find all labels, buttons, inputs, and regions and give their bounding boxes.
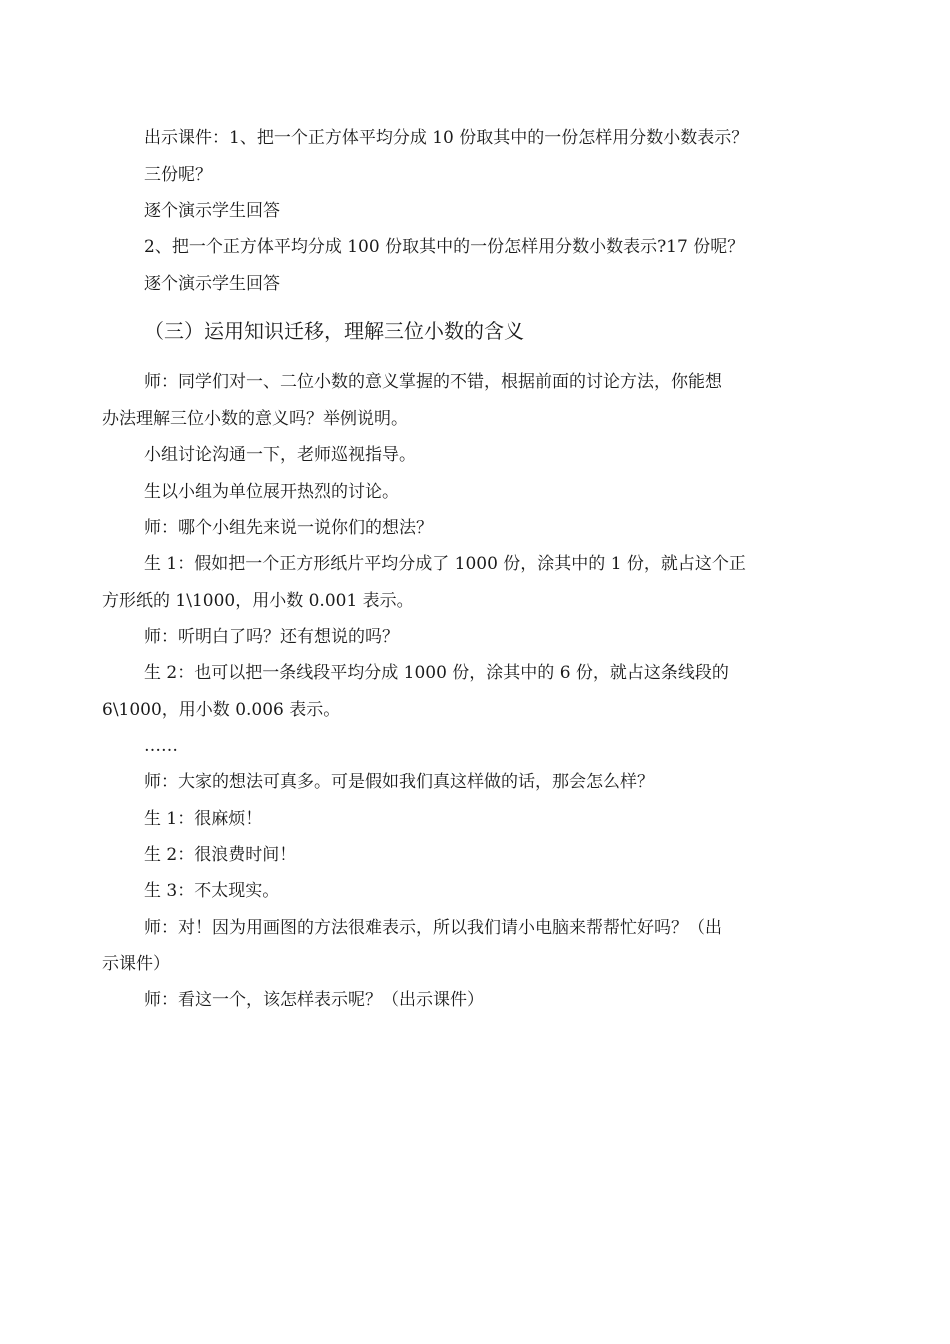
text-line: 示课件） <box>102 954 170 974</box>
text-line: 生以小组为单位展开热烈的讨论。 <box>144 482 399 502</box>
text-line: 2、把一个正方体平均分成 100 份取其中的一份怎样用分数小数表示?17 份呢？ <box>144 237 745 257</box>
text-line: 办法理解三位小数的意义吗？举例说明。 <box>102 409 408 429</box>
text-line: 生 3：不太现实。 <box>144 881 280 901</box>
text-line: 生 1：很麻烦！ <box>144 809 263 829</box>
text-line: 逐个演示学生回答 <box>144 274 280 294</box>
text-line: 师：看这一个，该怎样表示呢？（出示课件） <box>144 990 484 1010</box>
text-line: 出示课件：1、把一个正方体平均分成 10 份取其中的一份怎样用分数小数表示？ <box>144 128 749 148</box>
text-line: 师：大家的想法可真多。可是假如我们真这样做的话，那会怎么样？ <box>144 772 654 792</box>
text-line: 生 2：很浪费时间！ <box>144 845 297 865</box>
text-line: 师：哪个小组先来说一说你们的想法？ <box>144 518 433 538</box>
text-line: 生 1：假如把一个正方形纸片平均分成了 1000 份，涂其中的 1 份，就占这个正 <box>144 554 746 574</box>
text-line: 师：同学们对一、二位小数的意义掌握的不错，根据前面的讨论方法，你能想 <box>144 372 722 392</box>
text-line: …… <box>144 736 178 756</box>
text-line: 师：对！因为用画图的方法很难表示，所以我们请小电脑来帮帮忙好吗？（出 <box>144 918 722 938</box>
section-heading: （三）运用知识迁移，理解三位小数的含义 <box>144 319 524 343</box>
text-line: 方形纸的 1\1000，用小数 0.001 表示。 <box>102 591 414 611</box>
text-line: 三份呢？ <box>144 165 212 185</box>
text-line: 逐个演示学生回答 <box>144 201 280 221</box>
text-line: 6\1000，用小数 0.006 表示。 <box>102 700 341 720</box>
text-line: 小组讨论沟通一下，老师巡视指导。 <box>144 445 416 465</box>
text-line: 师：听明白了吗？还有想说的吗？ <box>144 627 399 647</box>
text-line: 生 2：也可以把一条线段平均分成 1000 份，涂其中的 6 份，就占这条线段的 <box>144 663 729 683</box>
